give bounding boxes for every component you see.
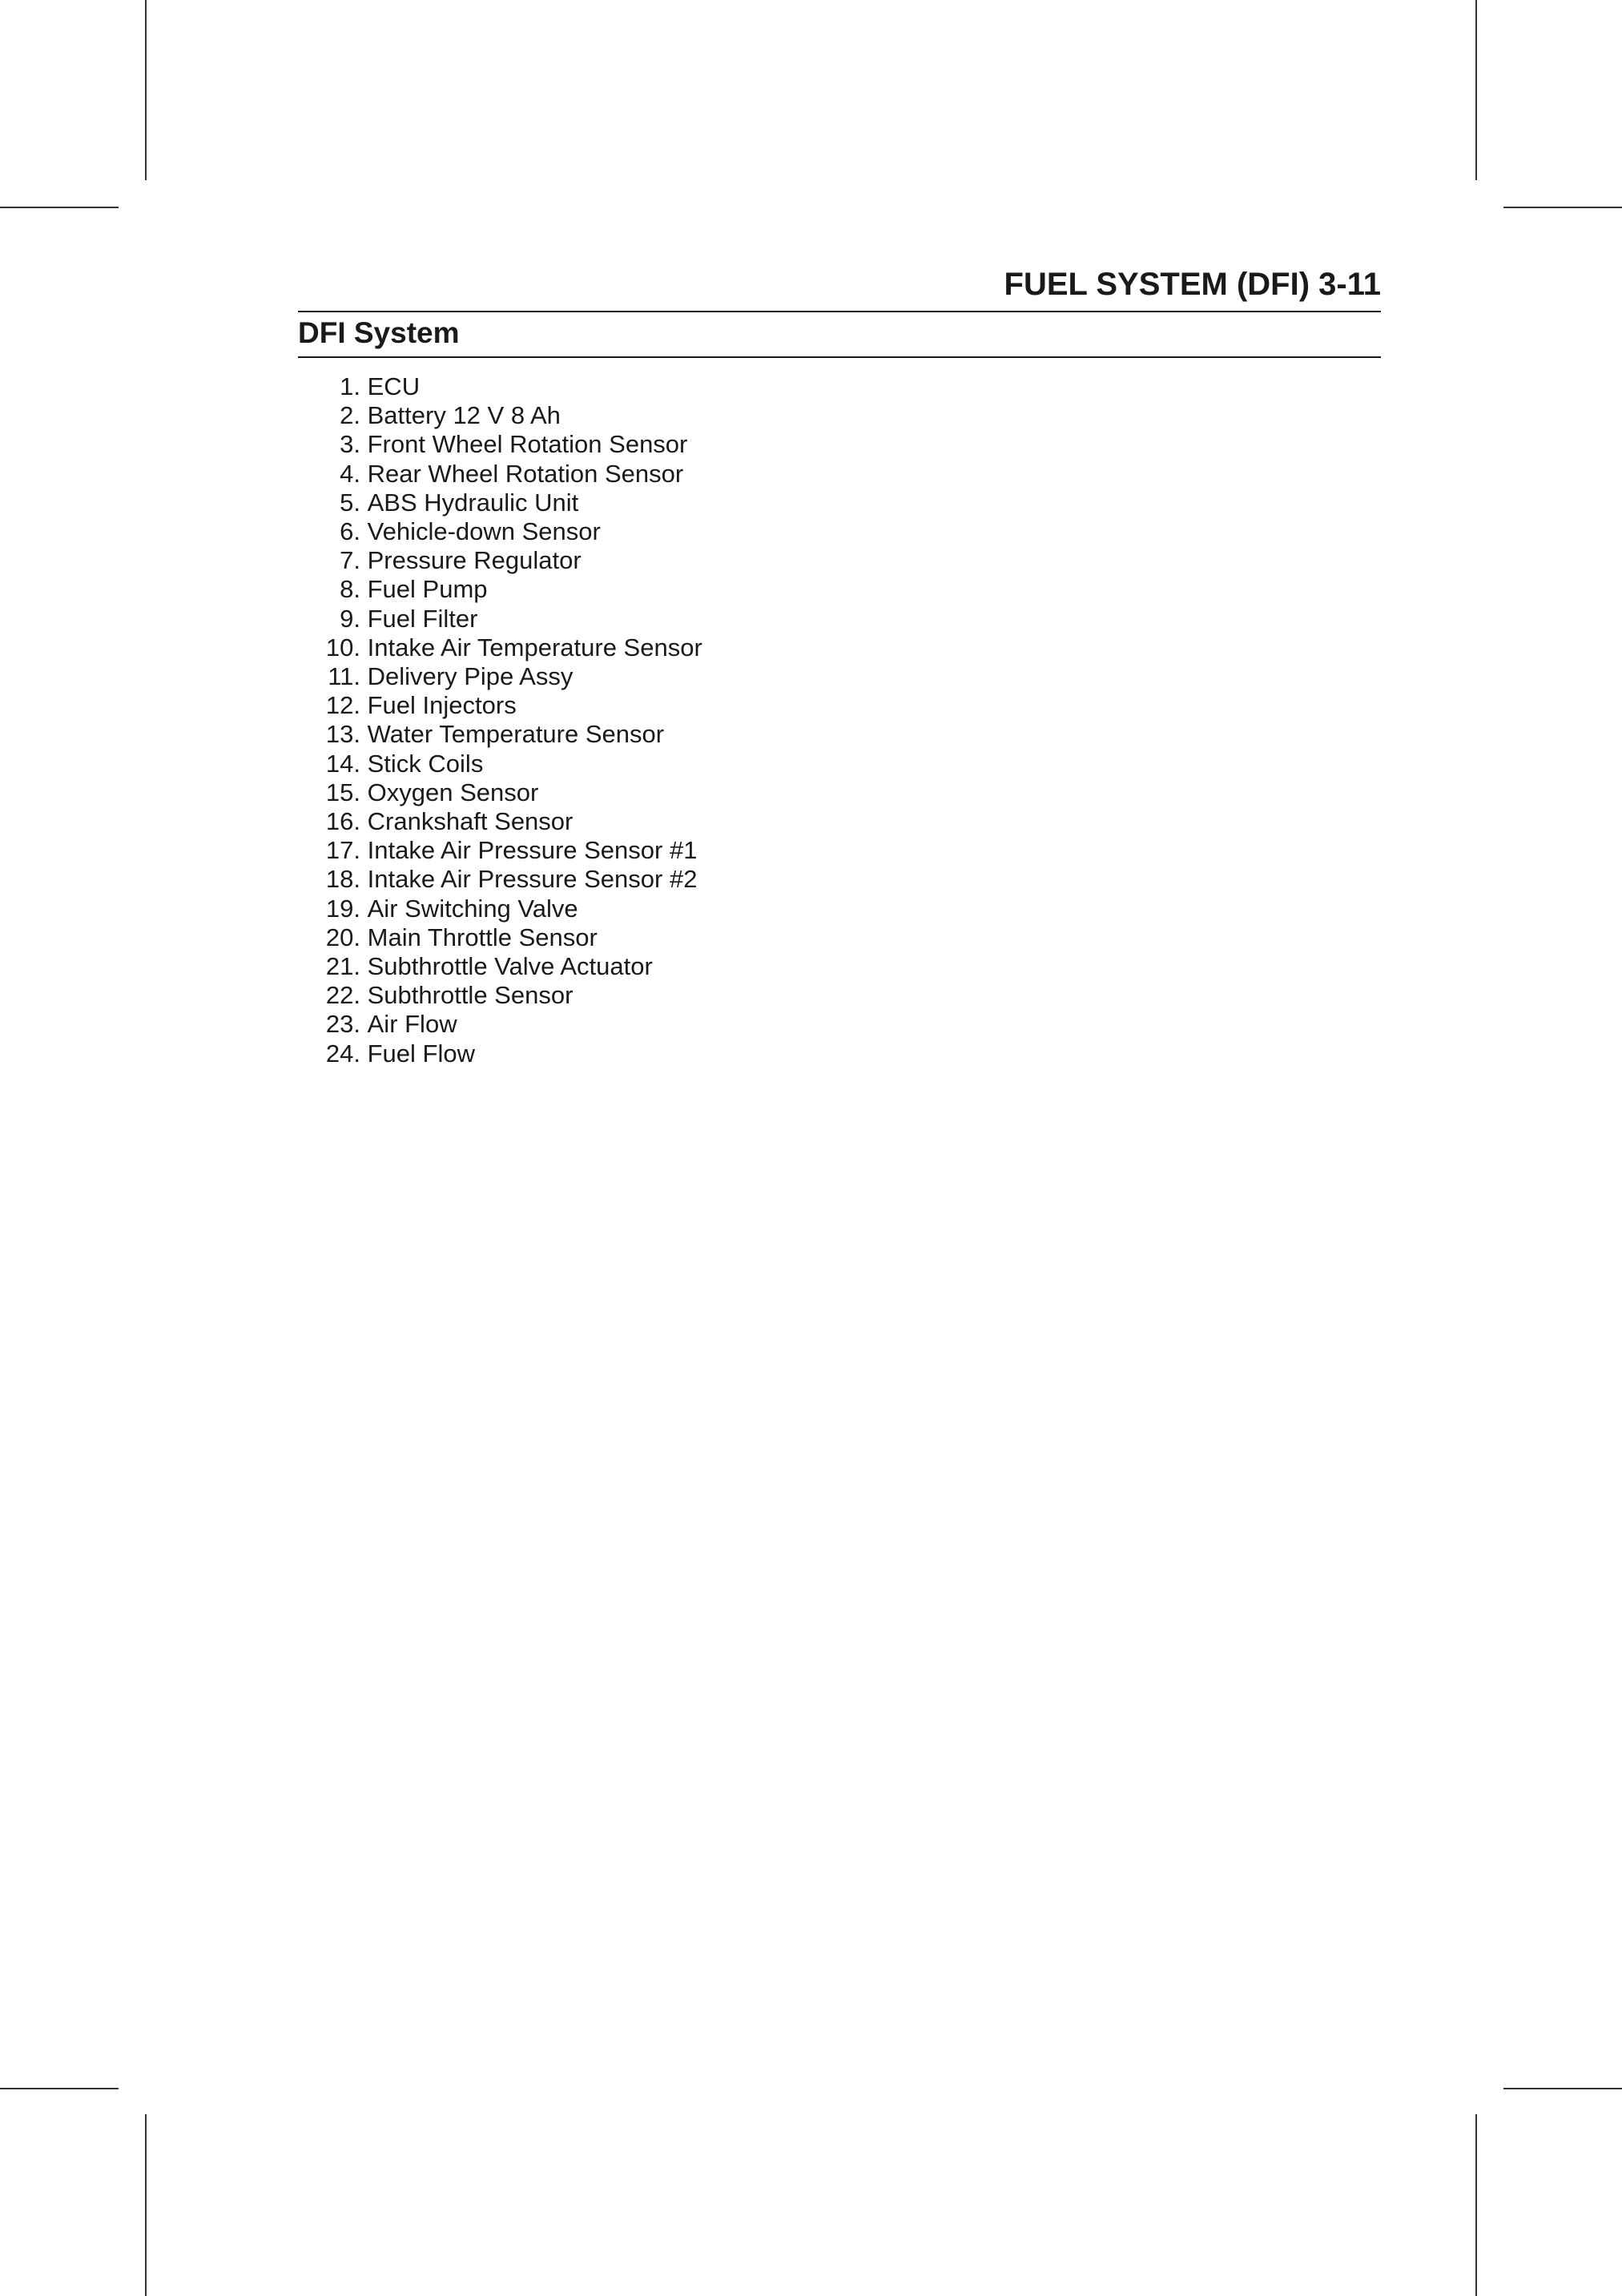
legend-item <box>309 750 702 778</box>
legend-item-label: Fuel Flow <box>367 1039 475 1068</box>
legend-item-label: Crankshaft Sensor <box>367 807 574 836</box>
legend-item-number: 13. <box>325 720 360 749</box>
section-title: DFI System <box>298 316 460 349</box>
legend-item-label: Delivery Pipe Assy <box>367 662 574 691</box>
legend-item-number: 4. <box>340 459 360 488</box>
crop-mark-top-right-vertical <box>1475 0 1477 180</box>
legend-item <box>309 720 702 749</box>
legend-item-label: Fuel Pump <box>367 575 488 604</box>
legend-item-number: 2. <box>340 401 360 430</box>
legend-item-label: Oxygen Sensor <box>367 778 539 806</box>
crop-mark-bottom-left-horizontal <box>0 2088 119 2089</box>
crop-mark-bottom-right-horizontal <box>1503 2088 1622 2089</box>
legend-item-label: Main Throttle Sensor <box>367 923 598 951</box>
running-header: FUEL SYSTEM (DFI) 3-11 <box>1004 267 1381 302</box>
crop-mark-top-left-vertical <box>145 0 147 180</box>
legend-item-label: Intake Air Temperature Sensor <box>367 633 702 661</box>
legend-item <box>309 923 702 952</box>
legend-item-number: 24. <box>325 1039 360 1068</box>
legend-item <box>309 1039 702 1068</box>
legend-item <box>309 836 702 865</box>
legend-item-label: ECU <box>367 372 421 400</box>
legend-item-label: Intake Air Pressure Sensor #1 <box>367 836 698 865</box>
legend-item-label: Battery 12 V 8 Ah <box>367 401 561 430</box>
legend-item-number: 9. <box>340 604 360 633</box>
legend-item-label: Stick Coils <box>367 749 484 778</box>
legend-item-number: 7. <box>340 546 360 575</box>
legend-item <box>309 1010 702 1039</box>
legend-item <box>309 662 702 691</box>
legend-item-label: Intake Air Pressure Sensor #2 <box>367 865 698 894</box>
legend-item <box>309 895 702 923</box>
legend-item-number: 3. <box>340 430 360 459</box>
legend-item <box>309 807 702 836</box>
legend-item <box>309 460 702 489</box>
legend-item-number: 5. <box>340 488 360 517</box>
legend-item <box>309 865 702 894</box>
legend-item-number: 23. <box>325 1010 360 1039</box>
crop-mark-bottom-right-vertical <box>1475 2114 1477 2296</box>
legend-item-number: 17. <box>325 836 360 865</box>
legend-item <box>309 952 702 981</box>
header-rule <box>298 311 1381 312</box>
crop-mark-top-right-horizontal <box>1503 207 1622 208</box>
parts-legend-list <box>309 372 702 1068</box>
legend-item-number: 19. <box>325 894 360 923</box>
legend-item-number: 16. <box>325 807 360 836</box>
legend-item-label: Pressure Regulator <box>367 546 582 575</box>
legend-item-label: Rear Wheel Rotation Sensor <box>367 459 684 488</box>
legend-item <box>309 575 702 604</box>
legend-item <box>309 430 702 459</box>
legend-item-number: 10. <box>325 633 360 661</box>
legend-item-label: Air Switching Valve <box>367 894 578 923</box>
legend-item-label: Fuel Filter <box>367 604 478 633</box>
legend-item-label: Subthrottle Valve Actuator <box>367 952 653 981</box>
legend-item <box>309 633 702 662</box>
legend-item-number: 11. <box>328 662 360 691</box>
legend-item-number: 8. <box>340 575 360 604</box>
legend-item-label: ABS Hydraulic Unit <box>367 488 579 517</box>
legend-item <box>309 401 702 430</box>
legend-item-number: 22. <box>325 981 360 1010</box>
legend-item <box>309 605 702 633</box>
legend-item-number: 15. <box>325 778 360 806</box>
legend-item-label: Subthrottle Sensor <box>367 981 574 1010</box>
legend-item-number: 14. <box>325 749 360 778</box>
legend-item-label: Front Wheel Rotation Sensor <box>367 430 688 459</box>
legend-item-number: 6. <box>340 517 360 546</box>
crop-mark-bottom-left-vertical <box>145 2114 147 2296</box>
legend-item-number: 20. <box>325 923 360 951</box>
legend-item-label: Water Temperature Sensor <box>367 720 665 749</box>
legend-item-label: Air Flow <box>367 1010 457 1039</box>
legend-item-number: 12. <box>325 691 360 720</box>
legend-item <box>309 981 702 1010</box>
crop-mark-top-left-horizontal <box>0 207 119 208</box>
legend-item-number: 18. <box>325 865 360 894</box>
legend-item <box>309 546 702 575</box>
legend-item <box>309 691 702 720</box>
legend-item-number: 1. <box>340 372 360 400</box>
legend-item <box>309 372 702 401</box>
section-rule <box>298 356 1381 358</box>
legend-item-label: Fuel Injectors <box>367 691 517 720</box>
legend-item <box>309 517 702 546</box>
legend-item-number: 21. <box>325 952 360 981</box>
legend-item <box>309 489 702 517</box>
legend-item <box>309 778 702 807</box>
legend-item-label: Vehicle-down Sensor <box>367 517 601 546</box>
